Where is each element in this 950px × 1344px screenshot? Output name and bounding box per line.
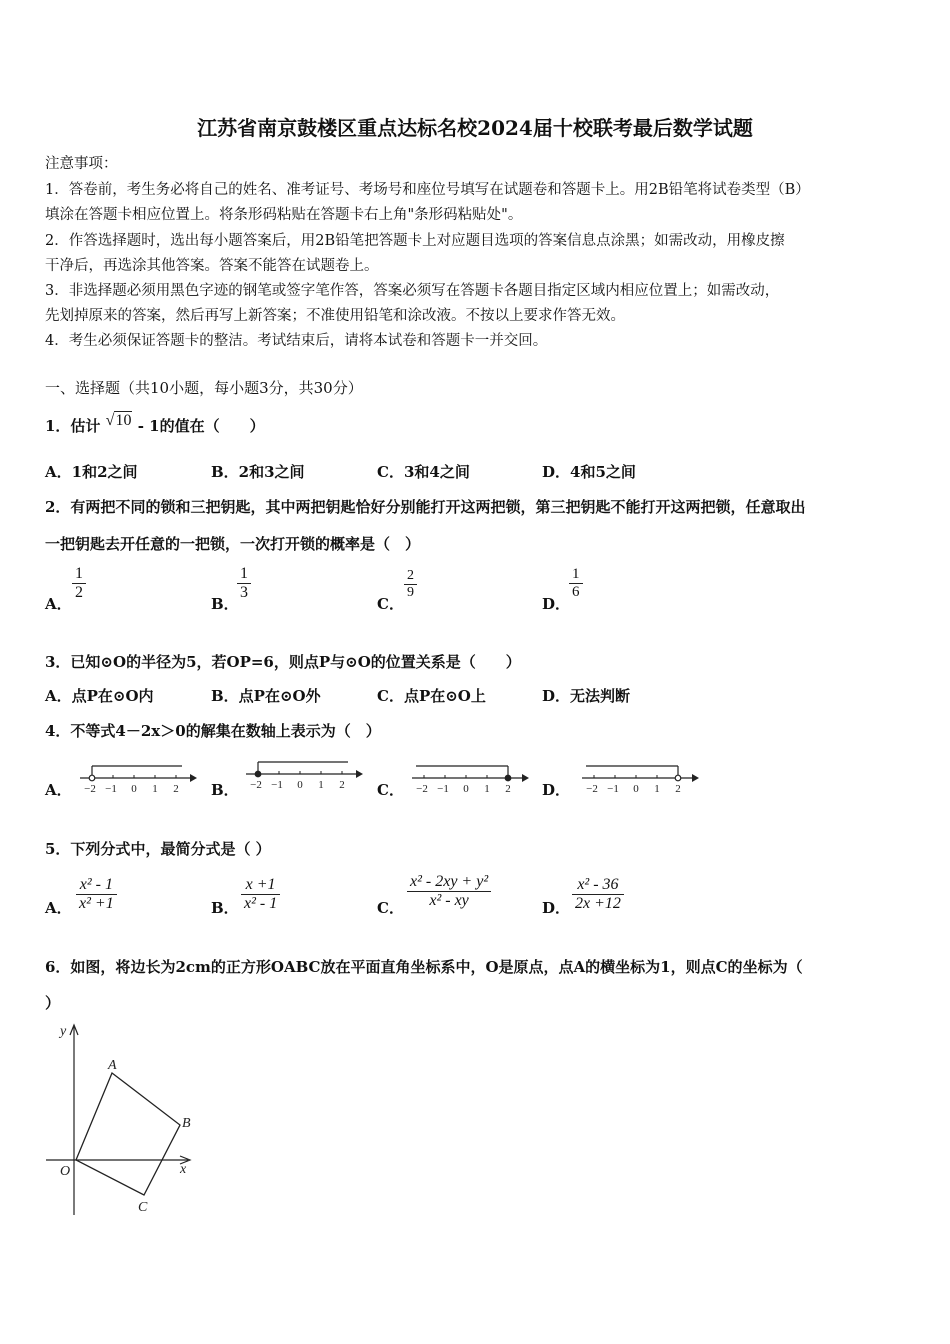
tick-label: 2 <box>339 779 345 791</box>
fraction-d <box>572 876 624 913</box>
tick-label: 2 <box>173 783 179 795</box>
note-line: 3．非选择题必须用黑色字迹的钢笔或签字笔作答，答案必须写在答题卡各题目指定区域内相应位置上；如需改动， <box>45 283 780 299</box>
denominator: x² +1 <box>76 894 117 913</box>
tick-label: 1 <box>484 783 490 795</box>
numerator: x +1 <box>245 876 276 893</box>
tick-label: 1 <box>654 783 660 795</box>
label-x: x <box>180 1162 187 1177</box>
option-a[interactable]: A．1和2之间 <box>45 463 138 481</box>
note-line: 先划掉原来的答案，然后再写上新答案；不准使用铅笔和涂改液。不按以上要求作答无效。 <box>45 308 625 324</box>
denominator: 6 <box>569 583 583 601</box>
note-line: 1．答卷前，考生务必将自己的姓名、准考证号、考场号和座位号填写在试题卷和答题卡上。用2B铅笔将试卷类型（B） <box>45 182 810 198</box>
option-b[interactable]: B．点P在⊙O外 <box>211 687 321 705</box>
note-line: 2．作答选择题时，选出每小题答案后，用2B铅笔把答题卡上对应题目选项的答案信息点涂黑；如需改动，用橡皮擦 <box>45 233 785 249</box>
question-6-line2: ） <box>45 994 61 1012</box>
tick-label: −1 <box>437 783 449 795</box>
option-c[interactable]: C．3和4之间 <box>377 463 470 481</box>
tick-label: −2 <box>586 783 598 795</box>
denominator: 2x +12 <box>572 894 624 913</box>
q1-suffix: - 1的值在（ ） <box>137 417 265 435</box>
fraction-a <box>72 565 86 602</box>
fraction-d <box>569 566 583 601</box>
number-line-d <box>580 756 702 796</box>
number-line-b <box>244 752 364 792</box>
numerator: 2 <box>407 568 414 583</box>
tick-label: 0 <box>463 783 469 795</box>
tick-label: −2 <box>250 779 262 791</box>
option-c[interactable]: C．点P在⊙O上 <box>377 687 486 705</box>
sqrt-expression: √10 <box>105 412 132 429</box>
question-5: 5．下列分式中，最简分式是（ ） <box>45 840 271 858</box>
option-d[interactable]: D．无法判断 <box>542 687 631 705</box>
denominator: x² - xy <box>407 891 491 910</box>
label-c: C <box>138 1200 148 1215</box>
number-line-c <box>410 756 530 796</box>
fraction-b <box>237 565 251 602</box>
tick-label: 0 <box>297 779 303 791</box>
tick-label: 2 <box>675 783 681 795</box>
note-line: 干净后，再选涂其他答案。答案不能答在试题卷上。 <box>45 258 379 274</box>
option-d[interactable]: D． <box>542 595 571 613</box>
note-line: 4．考生必须保证答题卡的整洁。考试结束后，请将本试卷和答题卡一并交回。 <box>45 333 548 349</box>
question-2-line1: 2．有两把不同的锁和三把钥匙，其中两把钥匙恰好分别能打开这两把锁，第三把钥匙不能打开这两把锁，任意取出 <box>45 498 806 516</box>
label-o: O <box>60 1164 71 1179</box>
coordinate-figure <box>40 1015 210 1225</box>
option-a[interactable]: A． <box>45 595 72 613</box>
question-1 <box>45 412 265 436</box>
section-heading: 一、选择题（共10小题，每小题3分，共30分） <box>45 379 363 397</box>
denominator: 9 <box>404 584 417 601</box>
numerator: x² - 1 <box>79 876 113 893</box>
tick-label: −2 <box>84 783 96 795</box>
option-a[interactable]: A． <box>45 781 72 799</box>
question-4: 4．不等式4－2x＞0的解集在数轴上表示为（ ） <box>45 722 381 740</box>
numerator: 1 <box>572 566 580 582</box>
notes-heading: 注意事项： <box>45 156 118 172</box>
option-a[interactable]: A． <box>45 899 72 917</box>
tick-label: 0 <box>633 783 639 795</box>
numerator: x² - 36 <box>577 876 619 893</box>
option-d[interactable]: D．4和5之间 <box>542 463 636 481</box>
q1-prefix: 1．估计 <box>45 417 101 435</box>
label-y: y <box>60 1024 67 1039</box>
tick-label: −2 <box>416 783 428 795</box>
option-c[interactable]: C． <box>377 899 404 917</box>
tick-label: −1 <box>607 783 619 795</box>
option-b[interactable]: B． <box>211 899 239 917</box>
numerator: x² - 2xy + y² <box>410 873 489 890</box>
option-a[interactable]: A．点P在⊙O内 <box>45 687 154 705</box>
denominator: 2 <box>72 583 86 602</box>
option-b[interactable]: B． <box>211 781 239 799</box>
fraction-c <box>404 568 417 601</box>
tick-label: 2 <box>505 783 511 795</box>
sqrt-radicand: 10 <box>115 412 132 429</box>
number-line-a <box>78 756 198 796</box>
numerator: 1 <box>240 565 248 582</box>
tick-label: 1 <box>318 779 324 791</box>
question-6-line1: 6．如图，将边长为2cm的正方形OABC放在平面直角坐标系中，O是原点，点A的横坐标为1，则点C的坐标为（ <box>45 958 803 976</box>
tick-label: 0 <box>131 783 137 795</box>
option-c[interactable]: C． <box>377 595 404 613</box>
tick-label: 1 <box>152 783 158 795</box>
question-2-line2: 一把钥匙去开任意的一把锁，一次打开锁的概率是（ ） <box>45 535 421 553</box>
option-b[interactable]: B． <box>211 595 239 613</box>
denominator: x² - 1 <box>241 894 280 913</box>
question-3: 3．已知⊙O的半径为5，若OP=6，则点P与⊙O的位置关系是（ ） <box>45 653 521 671</box>
page-title: 江苏省南京鼓楼区重点达标名校2024届十校联考最后数学试题 <box>197 116 753 140</box>
option-b[interactable]: B．2和3之间 <box>211 463 305 481</box>
option-d[interactable]: D． <box>542 781 571 799</box>
label-b: B <box>182 1116 191 1131</box>
numerator: 1 <box>75 565 83 582</box>
fraction-a <box>76 876 117 913</box>
denominator: 3 <box>237 583 251 602</box>
note-line: 填涂在答题卡相应位置上。将条形码粘贴在答题卡右上角"条形码粘贴处"。 <box>45 207 523 223</box>
fraction-b <box>241 876 280 913</box>
square-oabc <box>76 1073 180 1195</box>
option-d[interactable]: D． <box>542 899 571 917</box>
tick-label: −1 <box>271 779 283 791</box>
label-a: A <box>108 1058 117 1073</box>
fraction-c <box>407 873 491 910</box>
tick-label: −1 <box>105 783 117 795</box>
option-c[interactable]: C． <box>377 781 404 799</box>
